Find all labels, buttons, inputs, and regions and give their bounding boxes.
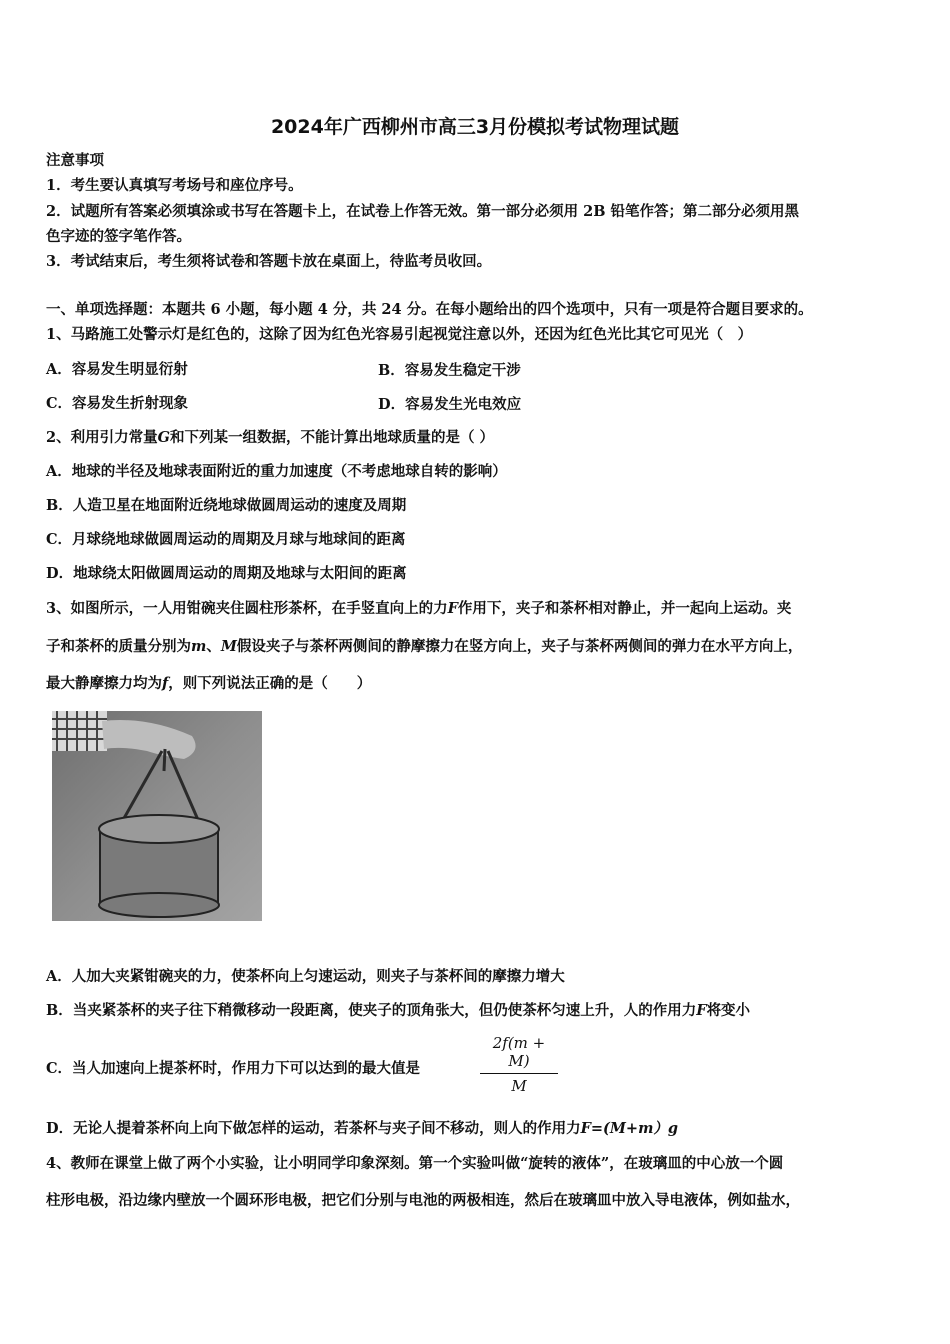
q2-option-b: B．人造卫星在地面附近绕地球做圆周运动的速度及周期 — [46, 497, 407, 514]
q3-stem-line3: 最大静摩擦力均为f，则下列说法正确的是（ ） — [46, 675, 372, 692]
page-title: 2024年广西柳州市高三3月份模拟考试物理试题 — [270, 116, 680, 138]
q1-option-c: C．容易发生折射现象 — [46, 395, 189, 412]
q3-stem-line1: 3、如图所示，一人用钳碗夹住圆柱形茶杯，在手竖直向上的力F作用下，夹子和茶杯相对静止，并一起向上运动。夹 — [46, 600, 792, 617]
notice-item-2b: 色字迹的签字笔作答。 — [46, 228, 191, 245]
q2-option-d: D．地球绕太阳做圆周运动的周期及地球与太阳间的距离 — [46, 565, 407, 582]
q4-stem-line2: 柱形电极，沿边缘内壁放一个圆环形电极，把它们分别与电池的两极相连，然后在玻璃皿中放入导电液体，例如盐水， — [46, 1192, 800, 1209]
q3-option-a: A．人加大夹紧钳碗夹的力，使茶杯向上匀速运动，则夹子与茶杯间的摩擦力增大 — [46, 968, 565, 985]
q1-option-a: A．容易发生明显衍射 — [46, 361, 188, 378]
q4-stem-line1: 4、教师在课堂上做了两个小实验，让小明同学印象深刻。第一个实验叫做“旋转的液体”，在玻璃皿的中心放一个圆 — [46, 1155, 784, 1172]
notice-item-3: 3．考试结束后，考生须将试卷和答题卡放在桌面上，待监考员收回。 — [46, 253, 492, 270]
q1-stem: 1、马路施工处警示灯是红色的，这除了因为红色光容易引起视觉注意以外，还因为红色光比其它可见光（ ） — [46, 326, 753, 343]
section-heading: 一、单项选择题：本题共 6 小题，每小题 4 分，共 24 分。在每小题给出的四个选项中，只有一项是符合题目要求的。 — [46, 301, 813, 318]
notice-heading: 注意事项 — [46, 152, 104, 169]
q1-option-b: B．容易发生稳定干涉 — [378, 362, 521, 379]
fraction-denominator: M — [511, 1077, 527, 1095]
q2-stem: 2、利用引力常量G和下列某一组数据，不能计算出地球质量的是（ ） — [46, 429, 495, 446]
teacup-clamp-photo — [52, 711, 262, 921]
q2-option-c: C．月球绕地球做圆周运动的周期及月球与地球间的距离 — [46, 531, 406, 548]
q3-option-c-fraction — [480, 1034, 558, 1095]
q3-option-b: B．当夹紧茶杯的夹子往下稍微移动一段距离，使夹子的顶角张大，但仍使茶杯匀速上升，人的作用力F将变小 — [46, 1002, 751, 1019]
q3-stem-line2: 子和茶杯的质量分别为m、M假设夹子与茶杯两侧间的静摩擦力在竖方向上，夹子与茶杯两侧间的弹力在水平方向上， — [46, 638, 803, 655]
q1-option-d: D．容易发生光电效应 — [378, 396, 522, 413]
q2-option-a: A．地球的半径及地球表面附近的重力加速度（不考虑地球自转的影响） — [46, 463, 507, 480]
notice-item-1: 1．考生要认真填写考场号和座位序号。 — [46, 177, 303, 194]
q3-option-d: D．无论人提着茶杯向上向下做怎样的运动，若茶杯与夹子间不移动，则人的作用力F=(M+m）g — [46, 1120, 679, 1137]
q3-option-c: C．当人加速向上提茶杯时，作用力下可以达到的最大值是 — [46, 1060, 421, 1077]
notice-item-2a: 2．试题所有答案必须填涂或书写在答题卡上，在试卷上作答无效。第一部分必须用 2B 铅笔作答；第二部分必须用黑 — [46, 203, 800, 220]
fraction-numerator: 2f(m + M) — [480, 1034, 558, 1074]
